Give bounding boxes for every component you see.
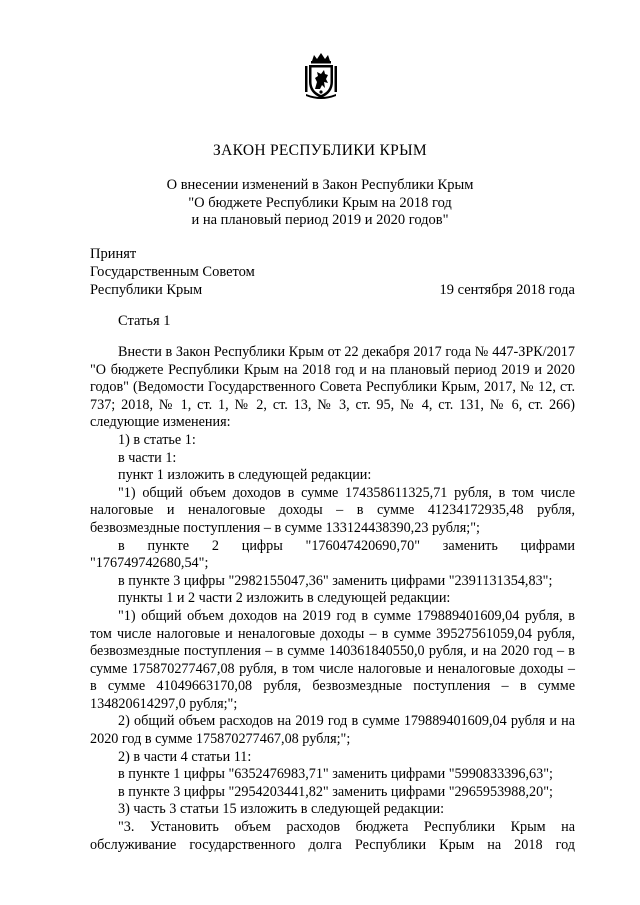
subtitle-line: О внесении изменений в Закон Республики Крым	[166, 177, 474, 193]
body-paragraph: "3. Установить объем расходов бюджета Республики Крым на обслуживание государственного долга Республики Крым на 2018 год	[90, 819, 575, 853]
body-paragraph: 3) часть 3 статьи 15 изложить в следующей редакции:	[118, 801, 445, 818]
adopted-by: Государственным Советом	[90, 264, 255, 280]
body-paragraph: в пункте 2 цифры "176047420690,70" заменить цифрами "176749742680,54";	[90, 537, 575, 572]
document-body	[90, 344, 575, 854]
article-heading: Статья 1	[118, 313, 171, 329]
adopted-line	[90, 281, 575, 299]
document-title: ЗАКОН РЕСПУБЛИКИ КРЫМ	[213, 142, 427, 159]
body-paragraph: Внести в Закон Республики Крым от 22 декабря 2017 года № 447-ЗРК/2017 "О бюджете Республики Крым на 2018 год и на плановый период 2019 и 2020 годов" (Ведомости Государственного Совета Республики Крым, 2017, № 12, ст. 737; 2018, № 1, ст. 1, № 2, ст. 13, № 3, ст. 95, № 4, ст. 131, № 6, ст. 266) следующие изменения:	[90, 344, 575, 431]
subtitle-line: и на плановый период 2019 и 2020 годов"	[191, 212, 449, 228]
body-paragraph: в пункте 1 цифры "6352476983,71" заменить цифрами "5990833396,63";	[118, 766, 553, 783]
subtitle-line: "О бюджете Республики Крым на 2018 год	[188, 194, 452, 211]
body-paragraph: в пункте 3 цифры "2954203441,82" заменить цифрами "2965953988,20";	[118, 783, 553, 800]
adoption-date: 19 сентября 2018 года	[439, 282, 575, 298]
body-paragraph: 2) в части 4 статьи 11:	[118, 748, 252, 765]
body-paragraph: 2) общий объем расходов на 2019 год в сумме 179889401609,04 рубля и на 2020 год в сумме 175870277467,08 рубля;";	[90, 713, 575, 748]
adopted-by-region: Республики Крым	[90, 282, 203, 298]
body-paragraph: в пункте 3 цифры "2982155047,36" заменить цифрами "2391131354,83";	[118, 572, 553, 589]
body-paragraph: "1) общий объем доходов на 2019 год в сумме 179889401609,04 рубля, в том числе налоговые и неналоговые доходы – в сумме 39527561059,04 рубля, безвозмездные поступления – в сумме 140361840550,0 рубля, и на 2020 год – в сумме 175870277467,08 рубля, в том числе налоговые и неналоговые доходы – в сумме 41049663170,08 рубля, безвозмездные поступления – в сумме 134820614297,0 рубля;";	[90, 607, 575, 712]
body-paragraph: в части 1:	[118, 449, 177, 466]
crimea-emblem-icon	[303, 52, 339, 100]
body-paragraph: 1) в статье 1:	[118, 431, 196, 448]
body-paragraph: "1) общий объем доходов в сумме 174358611325,71 рубля, в том числе налоговые и неналоговые доходы – в сумме 41234172935,48 рубля, безвозмездные поступления – в сумме 133124438390,23 рубля;";	[90, 484, 575, 536]
body-paragraph: пункт 1 изложить в следующей редакции:	[118, 467, 372, 484]
adopted-label: Принят	[90, 246, 137, 262]
adoption-block	[90, 245, 575, 299]
document-subtitle	[0, 177, 640, 230]
body-paragraph: пункты 1 и 2 части 2 изложить в следующей редакции:	[118, 590, 451, 607]
